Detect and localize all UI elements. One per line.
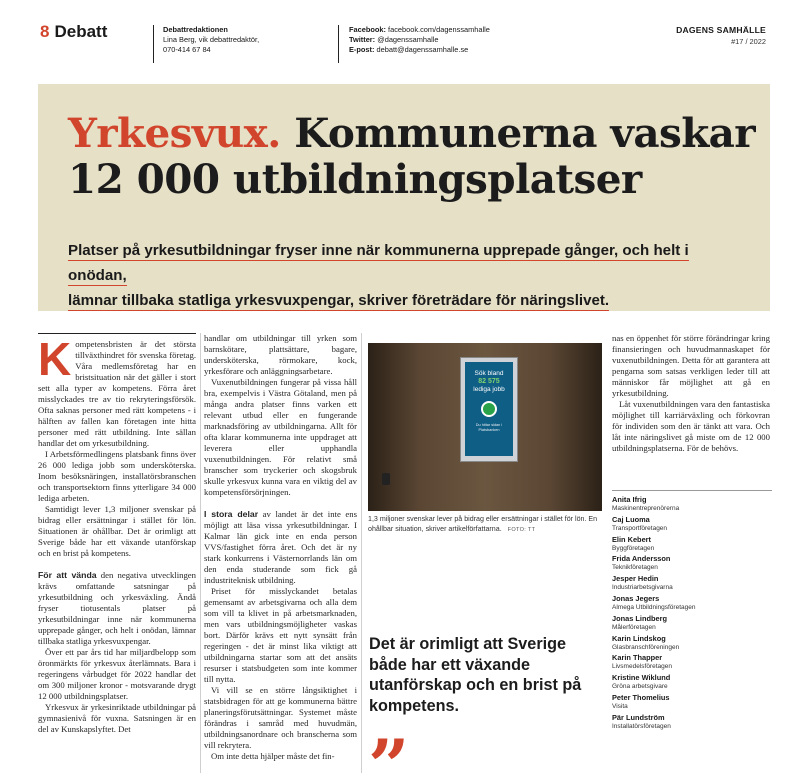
section-name: Debatt bbox=[54, 22, 108, 41]
paragraph: nas en öppenhet för större förändringar kring finansieringen och huvudmannaskapet för vuxenutbildningen. Detta för att garantera att pengarna som satsas verkligen leder till att människor får möjlighet att gå en yrkesutbildning. bbox=[612, 333, 770, 398]
editorial-title: Debattredaktionen bbox=[163, 25, 228, 34]
signature bbox=[612, 614, 772, 633]
paragraph: I Arbetsförmedlingens platsbank finns över 26 000 lediga jobb som undersköterska. Inom besöksnäringen, installatörsbranschen och transportsektorn finns ytterligare 34 000 lediga arbeten. bbox=[38, 449, 196, 503]
editorial-editor: Lina Berg, vik debattredaktör, bbox=[163, 35, 260, 44]
article-column-2 bbox=[204, 333, 357, 762]
signature bbox=[612, 574, 772, 593]
title-box bbox=[38, 84, 770, 311]
arbetsformedlingen-logo-icon bbox=[481, 401, 497, 417]
signature-org: Livsmedelsföretagen bbox=[612, 663, 672, 671]
screen-text-3: lediga jobb bbox=[473, 386, 505, 393]
signature bbox=[612, 713, 772, 732]
headline bbox=[68, 110, 758, 202]
paragraph-text: av landet är det inte ens möjligt att läsa vissa yrkesutbildningar. I Kalmar län gick inte en enda person VVS/fastighet förra året. Och det är ny stark konkurrens i Västernorrlands län om den enda studerande som fick gå industriteknisk utbildning. bbox=[204, 509, 357, 585]
signature-org: Glasbranschföreningen bbox=[612, 643, 680, 651]
signature-org: Installatörsföretagen bbox=[612, 722, 671, 730]
signature-org: Målerföretagen bbox=[612, 623, 656, 631]
signature-name: Kristine Wiklund bbox=[612, 673, 671, 683]
ingress bbox=[68, 238, 748, 313]
issue-number: #17 / 2022 bbox=[731, 37, 766, 46]
signature-org: Byggföretagen bbox=[612, 544, 655, 552]
job-ad-screen bbox=[465, 362, 513, 456]
paragraph: Vi vill se en större långsiktighet i statsbidragen för att ge kommunerna bättre planeringsförutsättningar. Systemet måste förändras i samråd med huvudmän, utbildningsanordnare och branscherna som vill rekrytera. bbox=[204, 685, 357, 750]
paragraph: Samtidigt lever 1,3 miljoner svenskar på bidrag eller ersättningar i stället för lön. Situationen är ohållbar. Det är orimligt att Sverige både har ett växande utanförskap och en brist på kompetens. bbox=[38, 504, 196, 558]
screen-text-1: Sök bland bbox=[474, 370, 504, 377]
signature-name: Caj Luoma bbox=[612, 514, 650, 524]
page-number: 8 bbox=[40, 22, 50, 41]
social-contacts bbox=[338, 25, 490, 63]
signature-org: Maskinentreprenörerna bbox=[612, 505, 680, 512]
signature-org: Teknikföretagen bbox=[612, 564, 658, 572]
signature-org: Almega Utbildningsföretagen bbox=[612, 603, 696, 611]
photo-caption bbox=[368, 515, 604, 535]
pull-quote: Det är orimligt att Sverige både har ett växande utanförskap och en brist på kompetens. bbox=[369, 635, 582, 715]
signature-name: Jonas Jegers bbox=[612, 593, 660, 603]
paragraph: Vuxenutbildningen fungerar på vissa håll bra, exempelvis i Västra Götaland, men på många andra platser finns varken ett relevant utbud eller en fungerande marknadsföring av utbildningarna. Allt för ofta klarar kommunerna inte uppdraget att leverera eller upphandla vuxenutbildningen. För relativt små branscher som tryckerier och skogsbruk skulle yrkesvux kunna vara en viktig del av kompetensförsörjningen. bbox=[204, 377, 357, 497]
signature-org: Industriarbetsgivarna bbox=[612, 584, 673, 592]
signature-name: Karin Thapper bbox=[612, 653, 663, 663]
paragraph-text: den negativa utvecklingen krävs omfattande satsningar på yrkesutbildning och yrkesväxling. Ändå fryser tiotusentals platser på yrkesutbildningar inne när kommunerna upprepade gånger, och helt i onödan, lämnar tillbaka statliga yrkesvuxpengar. bbox=[38, 570, 196, 646]
signature-name: Elin Kebert bbox=[612, 534, 652, 544]
paragraph bbox=[204, 509, 357, 586]
signature-org: Transportföretagen bbox=[612, 524, 668, 532]
headline-accent: Yrkesvux. bbox=[68, 109, 281, 157]
paragraph-lead: För att vända bbox=[38, 570, 97, 580]
article-column-3 bbox=[612, 333, 770, 454]
editorial-phone: 070-414 67 84 bbox=[163, 45, 211, 54]
signature-name: Frida Andersson bbox=[612, 554, 671, 564]
masthead bbox=[676, 25, 766, 46]
paragraph bbox=[38, 333, 196, 449]
twitter-link[interactable]: @dagenssamhalle bbox=[377, 35, 439, 44]
author-signatures bbox=[612, 490, 772, 733]
email-label: E-post: bbox=[349, 45, 375, 54]
ingress-line1: Platser på yrkesutbildningar fryser inne när kommunerna upprepade gånger, och helt i onödan, bbox=[68, 242, 689, 284]
signature-name: Karin Lindskog bbox=[612, 633, 666, 643]
facebook-label: Facebook: bbox=[349, 25, 386, 34]
caption-text: 1,3 miljoner svenskar lever på bidrag eller ersättningar i stället för lön. En ohållbar situation, skriver artikelförfattarna. bbox=[368, 515, 598, 533]
twitter-label: Twitter: bbox=[349, 35, 376, 44]
door-handle-icon bbox=[382, 473, 390, 485]
signature-name: Peter Thomelius bbox=[612, 692, 670, 702]
editorial-contact bbox=[153, 25, 259, 63]
paragraph: Yrkesvux är yrkesinriktade utbildningar på gymnasienivå för vuxna. Satsningen är en del av Kunskapslyftet. Det bbox=[38, 702, 196, 734]
signature bbox=[612, 495, 772, 514]
signature bbox=[612, 554, 772, 573]
column-divider bbox=[361, 333, 362, 773]
signature-name: Jesper Hedin bbox=[612, 574, 659, 584]
signature bbox=[612, 535, 772, 554]
drop-cap: K bbox=[38, 333, 72, 385]
signature bbox=[612, 515, 772, 534]
signature-org: Visita bbox=[612, 702, 628, 710]
signature bbox=[612, 693, 772, 712]
email-link[interactable]: debatt@dagenssamhalle.se bbox=[376, 45, 469, 54]
headline-line1: Kommunerna vaskar bbox=[294, 109, 756, 157]
paragraph bbox=[38, 570, 196, 647]
ingress-line2: lämnar tillbaka statliga yrkesvuxpengar, skriver företrädare för näringslivet. bbox=[68, 292, 610, 309]
screen-text-small: Du hittar sidan i Platsbanken bbox=[475, 423, 503, 432]
section-label bbox=[40, 22, 107, 42]
paragraph-lead: I stora delar bbox=[204, 509, 259, 519]
quote-mark-icon: ” bbox=[368, 723, 410, 781]
paragraph: handlar om utbildningar till yrken som barnskötare, plattsättare, bagare, undersköterska, rörmokare, kock, yrkesförare och anläggningsarbetare. bbox=[204, 333, 357, 376]
signature-name: Anita Ifrig bbox=[612, 495, 647, 504]
paragraph: Över ett par års tid har miljardbelopp som öronmärkts för yrkesvux återlämnats. Bara i regeringens vårbudget för 2022 handlar det om 300 miljoner kronor - motsvarande drygt 12 000 utbildningsplatser. bbox=[38, 647, 196, 701]
screen-text-2: 82 575 bbox=[478, 378, 500, 385]
paragraph: Om inte detta hjälper måste det fin- bbox=[211, 751, 335, 761]
signature-name: Pär Lundström bbox=[612, 712, 665, 722]
paragraph: Priset för misslyckandet betalas gemensamt av arbetsgivarna och alla dem som vill ta klivet in på arbetsmarknaden, men vars utbildningsmöjligheter vaskas bort. Därför krävs ett nytt synsätt från regeringen - det är minst lika viktigt att utbildningarna startar som att det ansäts resurser i statsbudgeten som inte kommer till nytta. bbox=[204, 586, 357, 684]
signature bbox=[612, 594, 772, 613]
signature-org: Gröna arbetsgivare bbox=[612, 683, 668, 691]
signature bbox=[612, 673, 772, 692]
article-photo bbox=[368, 343, 602, 511]
elevator-screen-frame bbox=[460, 357, 518, 462]
article-column-1 bbox=[38, 333, 196, 735]
paragraph-text: ompetensbristen är det största tillväxthindret för svenska företag. Våra medlemsföretag har en bristsituation när det gäller i stort sett alla typer av kompetens. Förra året misslyckades tre av tio rekryteringsförsök. Ofta saknas personer med rätt kompetens - i hälften av fallen kan företagen inte hitta personer med rätt utbildning. Inte sällan handlar det om yrkesutbildning. bbox=[38, 339, 196, 448]
page-header bbox=[0, 20, 788, 72]
column-divider bbox=[200, 333, 201, 773]
paragraph: Låt vuxenutbildningen vara den fantastiska möjlighet till karriärväxling och förkovran för individen som den är tänkt att vara. Och låt inte näringslivet gå miste om de 12 000 utbildningsplatserna. För de behövs. bbox=[612, 399, 770, 453]
signature bbox=[612, 634, 772, 653]
photo-credit: FOTO: TT bbox=[507, 526, 536, 533]
signature-name: Jonas Lindberg bbox=[612, 613, 668, 623]
signature bbox=[612, 653, 772, 672]
headline-line2: 12 000 utbildningsplatser bbox=[68, 155, 642, 203]
facebook-link[interactable]: facebook.com/dagenssamhalle bbox=[388, 25, 490, 34]
brand-name: DAGENS SAMHÄLLE bbox=[676, 25, 766, 35]
